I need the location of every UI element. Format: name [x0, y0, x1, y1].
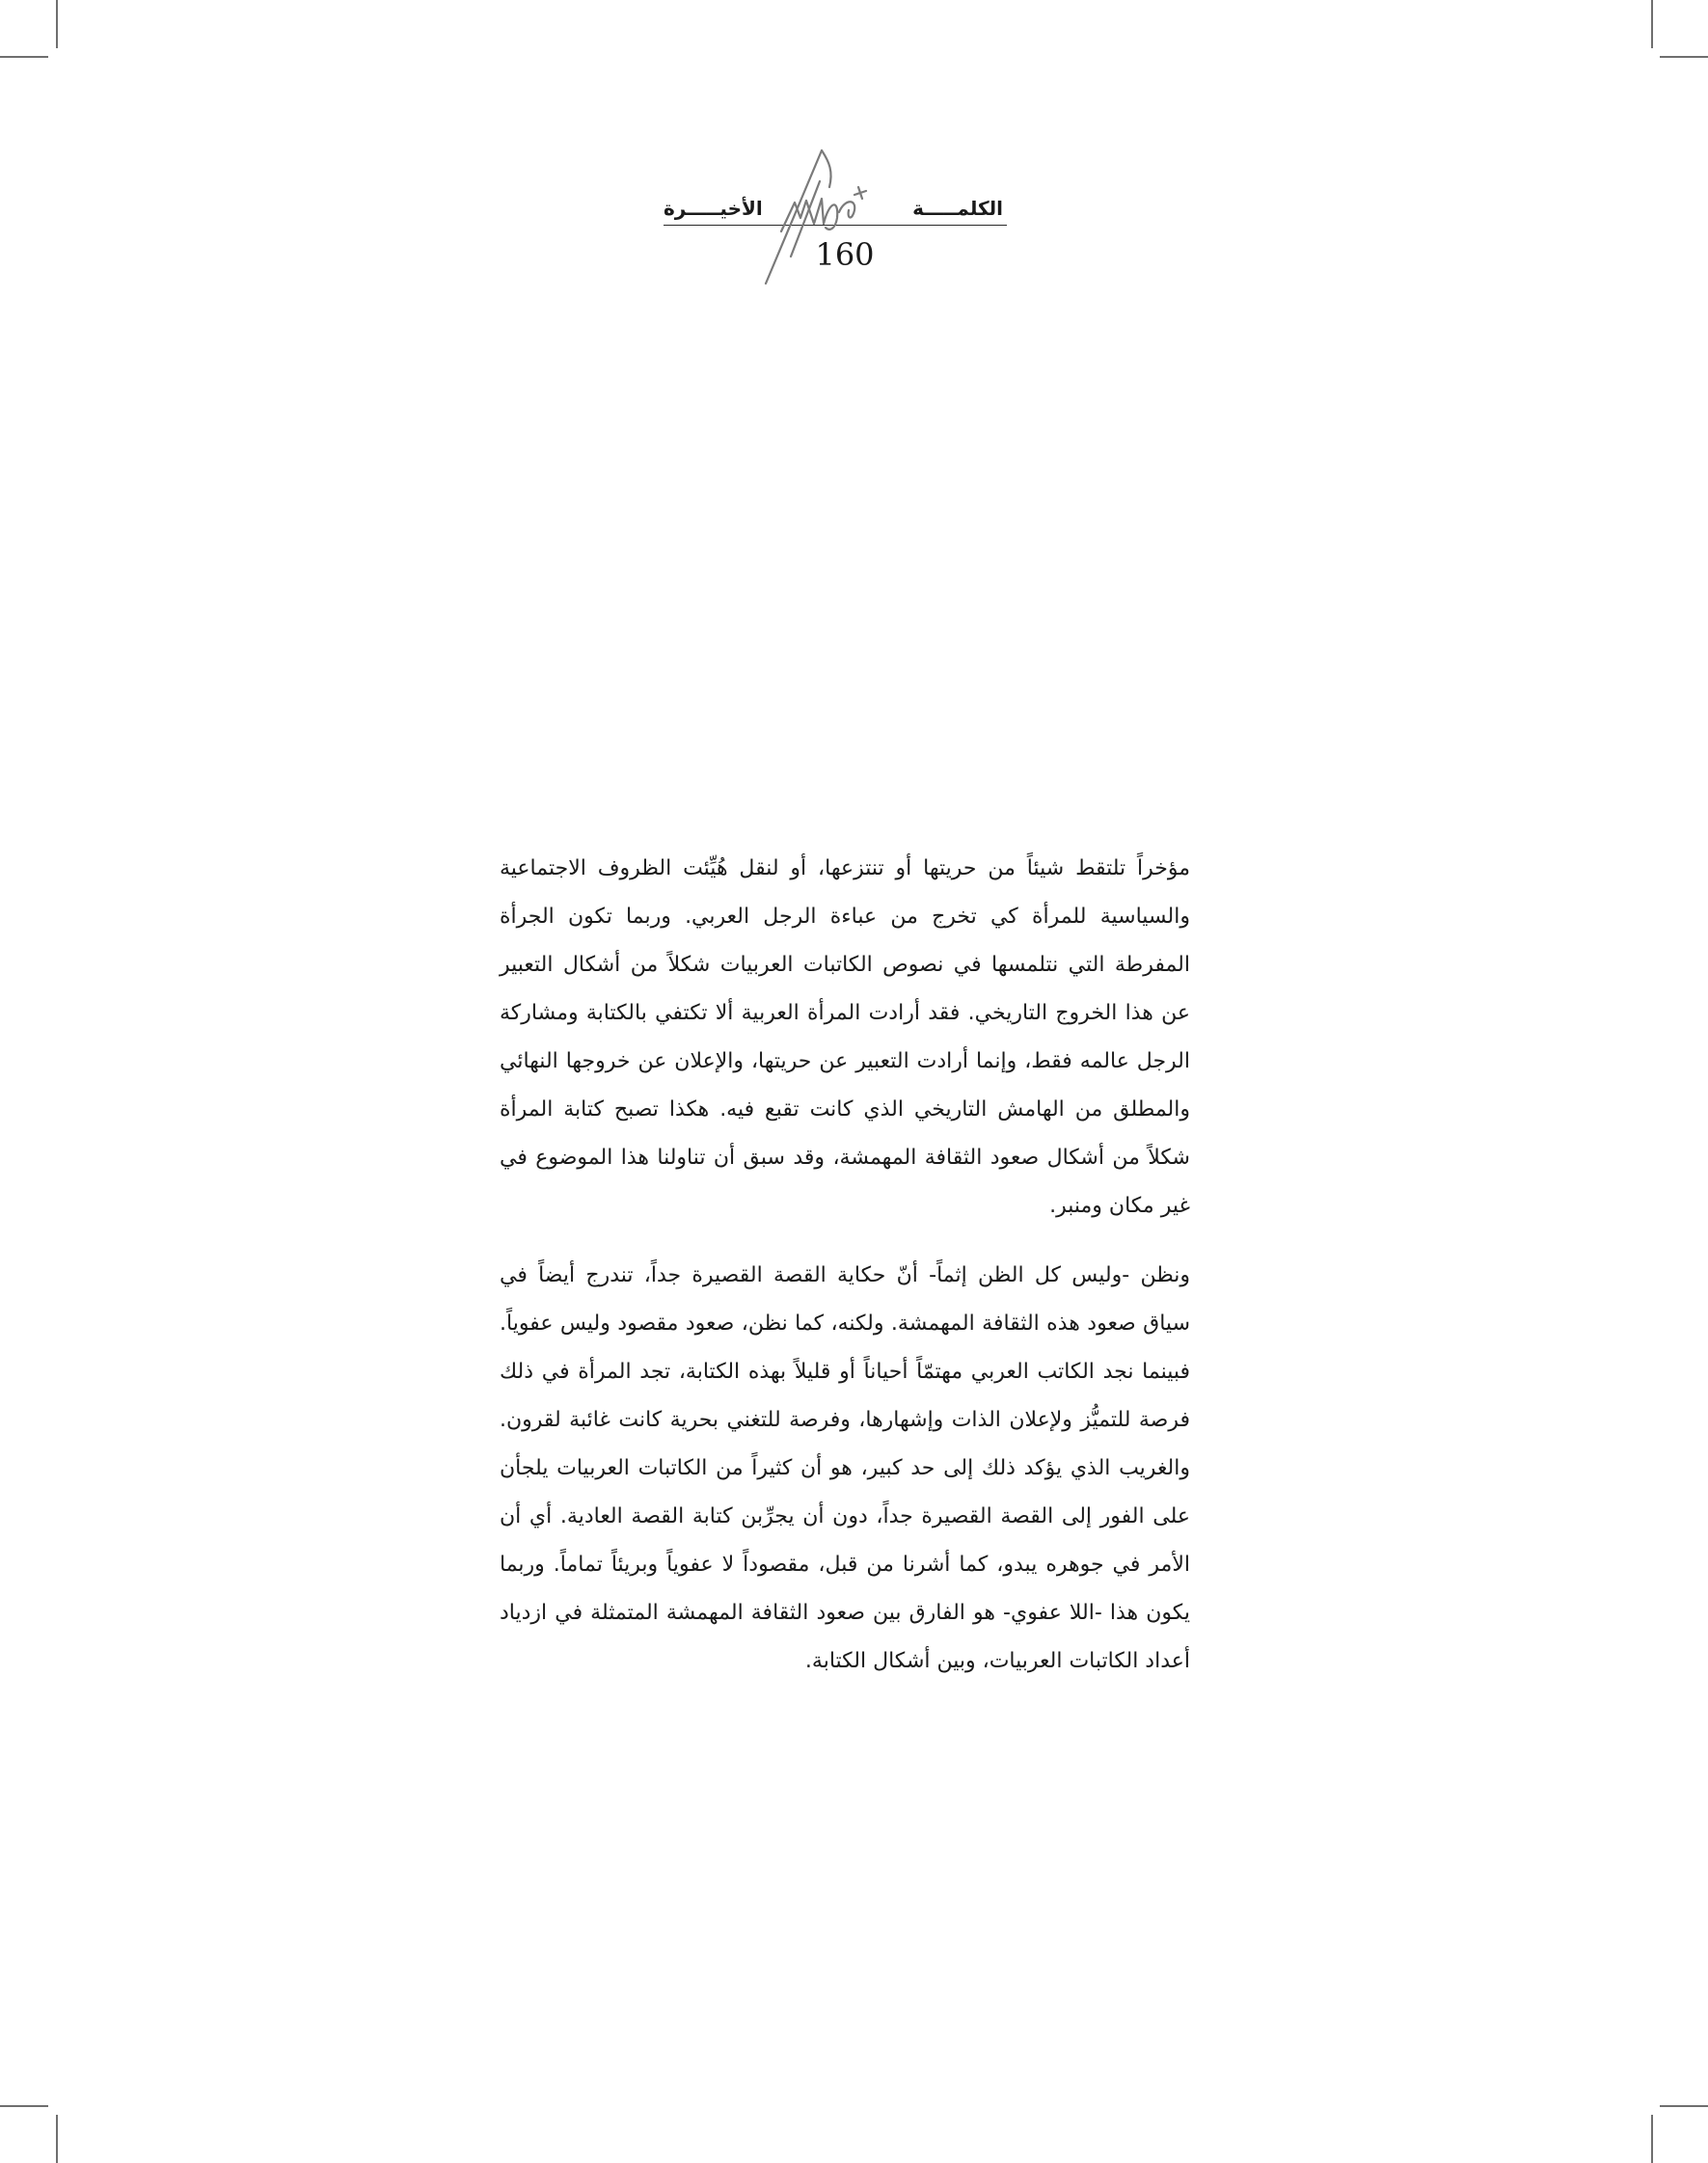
page-number: 160: [815, 236, 875, 273]
crop-mark-top-left-horizontal: [0, 56, 48, 58]
crop-mark-bottom-right-vertical: [1651, 2115, 1653, 2163]
crop-mark-top-left-vertical: [56, 0, 58, 48]
body-text: [500, 845, 1190, 1686]
crop-mark-bottom-right-horizontal: [1660, 2105, 1708, 2107]
crop-mark-bottom-left-horizontal: [0, 2105, 48, 2107]
paragraph-1: مؤخراً تلتقط شيئاً من حريتها أو تنتزعها، أو لنقل هُيِّئت الظروف الاجتماعية والسياسية للمرأة كي تخرج من عباءة الرجل العربي. وربما تكون الجرأة المفرطة التي نتلمسها في نصوص الكاتبات العربيات شكلاً من أشكال التعبير عن هذا الخروج التاريخي. فقد أرادت المرأة العربية ألا تكتفي بالكتابة ومشاركة الرجل عالمه فقط، وإنما أرادت التعبير عن حريتها، والإعلان عن خروجها النهائي والمطلق من الهامش التاريخي الذي كانت تقبع فيه. هكذا تصبح كتابة المرأة شكلاً من أشكال صعود الثقافة المهمشة، وقد سبق أن تناولنا هذا الموضوع في غير مكان ومنبر.: [500, 856, 1190, 1218]
header-title-left: الأخيـــــرة: [664, 197, 763, 220]
header-title-right: الكلمـــــة: [912, 197, 1003, 220]
crop-mark-top-right-vertical: [1651, 0, 1653, 48]
crop-mark-bottom-left-vertical: [56, 2115, 58, 2163]
crop-mark-top-right-horizontal: [1660, 56, 1708, 58]
paragraph-2: ونظن -وليس كل الظن إثماً- أنّ حكاية القصة القصيرة جداً، تندرج أيضاً في سياق صعود هذه الثقافة المهمشة. ولكنه، كما نظن، صعود مقصود وليس عفوياً. فبينما نجد الكاتب العربي مهتمّاً أحياناً أو قليلاً بهذه الكتابة، تجد المرأة في ذلك فرصة للتميُّز ولإعلان الذات وإشهارها، وفرصة للتغني بحرية كانت غائبة لقرون. والغريب الذي يؤكد ذلك إلى حد كبير، هو أن كثيراً من الكاتبات العربيات يلجأن على الفور إلى القصة القصيرة جداً، دون أن يجرِّبن كتابة القصة العادية. أي أن الأمر في جوهره يبدو، كما أشرنا من قبل، مقصوداً لا عفوياً وبريئاً تماماً. وربما يكون هذا -اللا عفوي- هو الفارق بين صعود الثقافة المهمشة المتمثلة في ازدياد أعداد الكاتبات العربيات، وبين أشكال الكتابة.: [500, 1263, 1190, 1673]
